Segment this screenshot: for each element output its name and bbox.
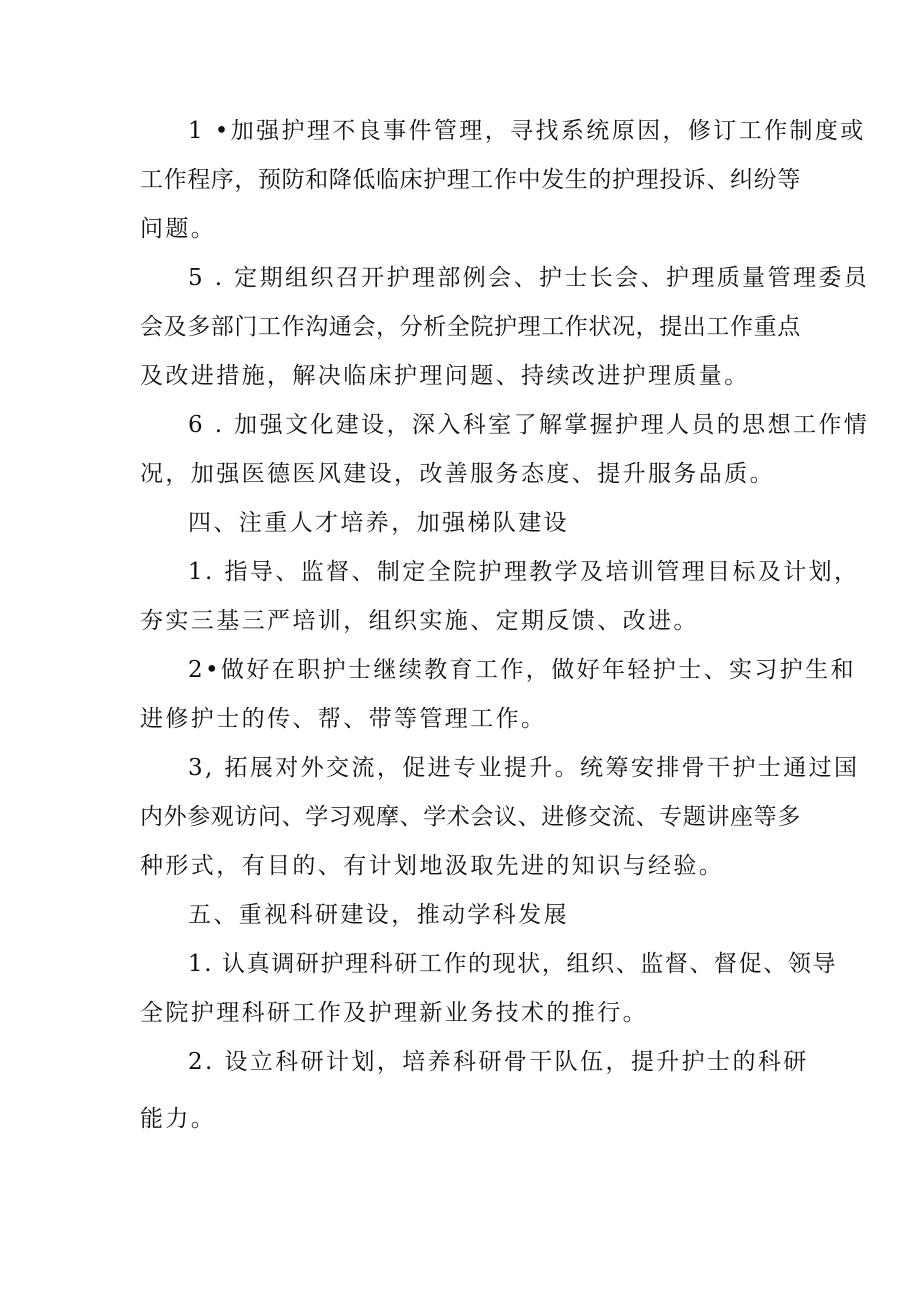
paragraph-line: 1 •加强护理不良事件管理，寻找系统原因，修订工作制度或 xyxy=(188,118,866,144)
paragraph-line: 进修护士的传、帮、带等管理工作。 xyxy=(140,706,547,732)
paragraph-line: 1. 认真调研护理科研工作的现状，组织、监督、督促、领导 xyxy=(188,951,838,977)
paragraph-line: 况，加强医德医风建设，改善服务态度、提升服务品质。 xyxy=(140,461,775,487)
section-heading: 四、注重人才培养，加强梯队建设 xyxy=(188,510,569,536)
paragraph-line: 夯实三基三严培训，组织实施、定期反馈、改进。 xyxy=(140,608,699,634)
paragraph-line: 种形式，有目的、有计划地汲取先进的知识与经验。 xyxy=(140,853,725,879)
section-heading: 五、重视科研建设，推动学科发展 xyxy=(188,902,569,928)
paragraph-line: 会及多部门工作沟通会，分析全院护理工作状况，提出工作重点 xyxy=(140,314,801,340)
paragraph-line: 及改进措施，解决临床护理问题、持续改进护理质量。 xyxy=(140,363,750,389)
paragraph-line: 问题。 xyxy=(140,216,217,242)
paragraph-line: 5 . 定期组织召开护理部例会、护士长会、护理质量管理委员 xyxy=(188,265,870,291)
paragraph-line: 6 . 加强文化建设，深入科室了解掌握护理人员的思想工作情 xyxy=(188,412,870,438)
paragraph-line: 能力。 xyxy=(140,1106,217,1132)
paragraph-line: 全院护理科研工作及护理新业务技术的推行。 xyxy=(140,1000,648,1026)
paragraph-line: 内外参观访问、学习观摩、学术会议、进修交流、专题讲座等多 xyxy=(140,804,801,830)
paragraph-line: 2. 设立科研计划，培养科研骨干队伍，提升护士的科研 xyxy=(188,1049,809,1075)
paragraph-line: 3, 拓展对外交流，促进专业提升。统筹安排骨干护士通过国 xyxy=(188,755,860,781)
paragraph-line: 1. 指导、监督、制定全院护理教学及培训管理目标及计划， xyxy=(188,559,860,585)
paragraph-line: 2•做好在职护士继续教育工作，做好年轻护士、实习护生和 xyxy=(188,657,856,683)
paragraph-line: 工作程序，预防和降低临床护理工作中发生的护理投诉、纠纷等 xyxy=(140,167,801,193)
